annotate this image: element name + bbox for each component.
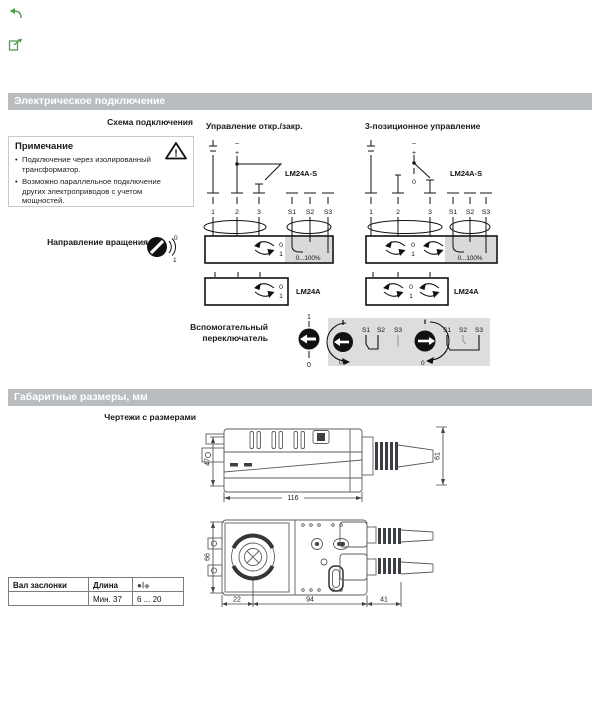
knob-position-zero: 0	[174, 235, 178, 242]
svg-text:0: 0	[421, 360, 425, 367]
note-box	[8, 136, 194, 207]
svg-text:S3: S3	[475, 327, 483, 334]
svg-text:61: 61	[434, 452, 442, 460]
svg-text:S2: S2	[305, 209, 315, 216]
note-item: • Возможно параллельное подключение других электроприводов с учетом мощностей.	[15, 177, 171, 206]
header-shaft-type-icons	[133, 578, 184, 592]
svg-text:S2: S2	[377, 327, 385, 334]
note-item: • Подключение через изолированный трансформатор.	[15, 155, 171, 174]
svg-text:S1: S1	[287, 209, 297, 216]
svg-text:94: 94	[306, 596, 314, 604]
wires	[207, 155, 334, 204]
note-title: Примечание	[15, 141, 74, 152]
dimension-drawing-front-view	[200, 516, 450, 612]
terminal-numbers	[369, 209, 490, 216]
svg-text:0: 0	[279, 242, 283, 249]
svg-text:1: 1	[409, 293, 413, 300]
svg-text:S3: S3	[481, 209, 491, 216]
cell-empty	[9, 592, 89, 606]
wiring-diagram-open-close	[203, 136, 348, 308]
cell-min-length: Мин. 37	[89, 592, 133, 606]
svg-text:2: 2	[396, 209, 400, 216]
svg-text:0: 0	[409, 284, 413, 291]
svg-text:116: 116	[287, 495, 299, 502]
model-label: LM24A-S	[285, 169, 318, 178]
green-back-arrow-icon[interactable]	[8, 7, 24, 21]
svg-text:S2: S2	[465, 209, 475, 216]
svg-text:3: 3	[428, 209, 432, 216]
table-header-row	[9, 578, 184, 592]
actuator-box	[366, 236, 497, 263]
svg-text:S2: S2	[459, 327, 467, 334]
knob-position-one: 1	[173, 257, 177, 264]
cell-shaft-range: 6 ... 20	[133, 592, 184, 606]
aux-switch-knob-icon	[295, 311, 325, 373]
shaft-bar-icon: Ⅰ	[141, 580, 145, 590]
section-header-dimensions: Габаритные размеры, мм	[8, 389, 592, 406]
dimension-drawing-side-view	[200, 424, 450, 516]
model2-label: LM24A	[454, 287, 479, 296]
svg-text:2: 2	[235, 209, 239, 216]
section-header-electrical: Электрическое подключение	[8, 93, 592, 110]
label-aux-switch: Вспомогательный переключатель	[190, 322, 268, 343]
range-label: 0...100%	[457, 255, 483, 262]
svg-text:41: 41	[380, 596, 388, 604]
label-scheme: Схема подключения	[107, 117, 193, 127]
svg-text:1: 1	[279, 293, 283, 300]
svg-text:3: 3	[257, 209, 261, 216]
cable-glands	[204, 217, 331, 236]
plus-symbol: +	[411, 150, 417, 157]
lm24a-box	[366, 272, 479, 305]
svg-text:1: 1	[411, 251, 415, 258]
diagram-title-open-close: Управление откр./закр.	[206, 121, 303, 131]
model-label: LM24A-S	[450, 169, 483, 178]
svg-text:0: 0	[339, 359, 343, 367]
svg-text:S3: S3	[394, 327, 402, 334]
label-drawings: Чертежи с размерами	[104, 412, 196, 422]
svg-text:1: 1	[279, 251, 283, 258]
rotation-knob-icon	[146, 232, 180, 264]
ground-symbol-icon	[367, 140, 375, 151]
svg-text:66: 66	[204, 553, 212, 561]
wires	[365, 155, 492, 204]
svg-text:!: !	[174, 148, 178, 160]
table-value-row	[9, 592, 184, 606]
ac-symbol: ~	[411, 141, 417, 148]
shaft-table	[8, 577, 184, 606]
dimension-66	[205, 522, 225, 593]
diagram-title-3-position: 3-позиционное управление	[365, 121, 481, 131]
svg-text:S1: S1	[443, 327, 451, 334]
header-length: Длина	[89, 578, 133, 592]
aux-switch-state-b	[402, 318, 490, 366]
dimension-chain-22-94-41	[222, 580, 401, 607]
ac-symbol: ~	[234, 141, 240, 148]
svg-text:0: 0	[411, 242, 415, 249]
actuator-side-outline	[202, 429, 433, 492]
actuator-box	[205, 236, 333, 263]
ground-symbol-icon	[209, 140, 217, 151]
header-shaft: Вал заслонки	[9, 578, 89, 592]
svg-text:S3: S3	[323, 209, 333, 216]
wiring-diagram-3-position	[362, 136, 540, 308]
green-link-icon[interactable]	[8, 37, 24, 52]
round-shaft-icon: ●	[137, 580, 142, 590]
svg-text:1: 1	[369, 209, 373, 216]
aux-switch-state-a	[328, 318, 406, 366]
svg-text:0: 0	[307, 362, 311, 369]
label-rotation-direction: Направление вращения	[47, 237, 148, 247]
dimension-61	[435, 427, 448, 485]
svg-text:S1: S1	[362, 327, 370, 334]
actuator-front-outline	[208, 520, 433, 595]
model2-label: LM24A	[296, 287, 321, 296]
svg-text:22: 22	[233, 596, 241, 604]
switch-position-zero: 0	[412, 179, 416, 186]
range-label: 0...100%	[295, 255, 321, 262]
svg-text:0: 0	[279, 284, 283, 291]
svg-text:S1: S1	[448, 209, 458, 216]
square-shaft-icon: ◆	[144, 582, 150, 590]
terminal-numbers	[211, 209, 332, 216]
cable-glands	[368, 217, 490, 236]
lm24a-box	[205, 272, 321, 305]
plus-symbol: +	[234, 150, 240, 157]
svg-text:1: 1	[307, 314, 311, 321]
svg-text:47: 47	[204, 458, 212, 466]
dimension-116	[224, 492, 362, 502]
svg-text:1: 1	[211, 209, 215, 216]
